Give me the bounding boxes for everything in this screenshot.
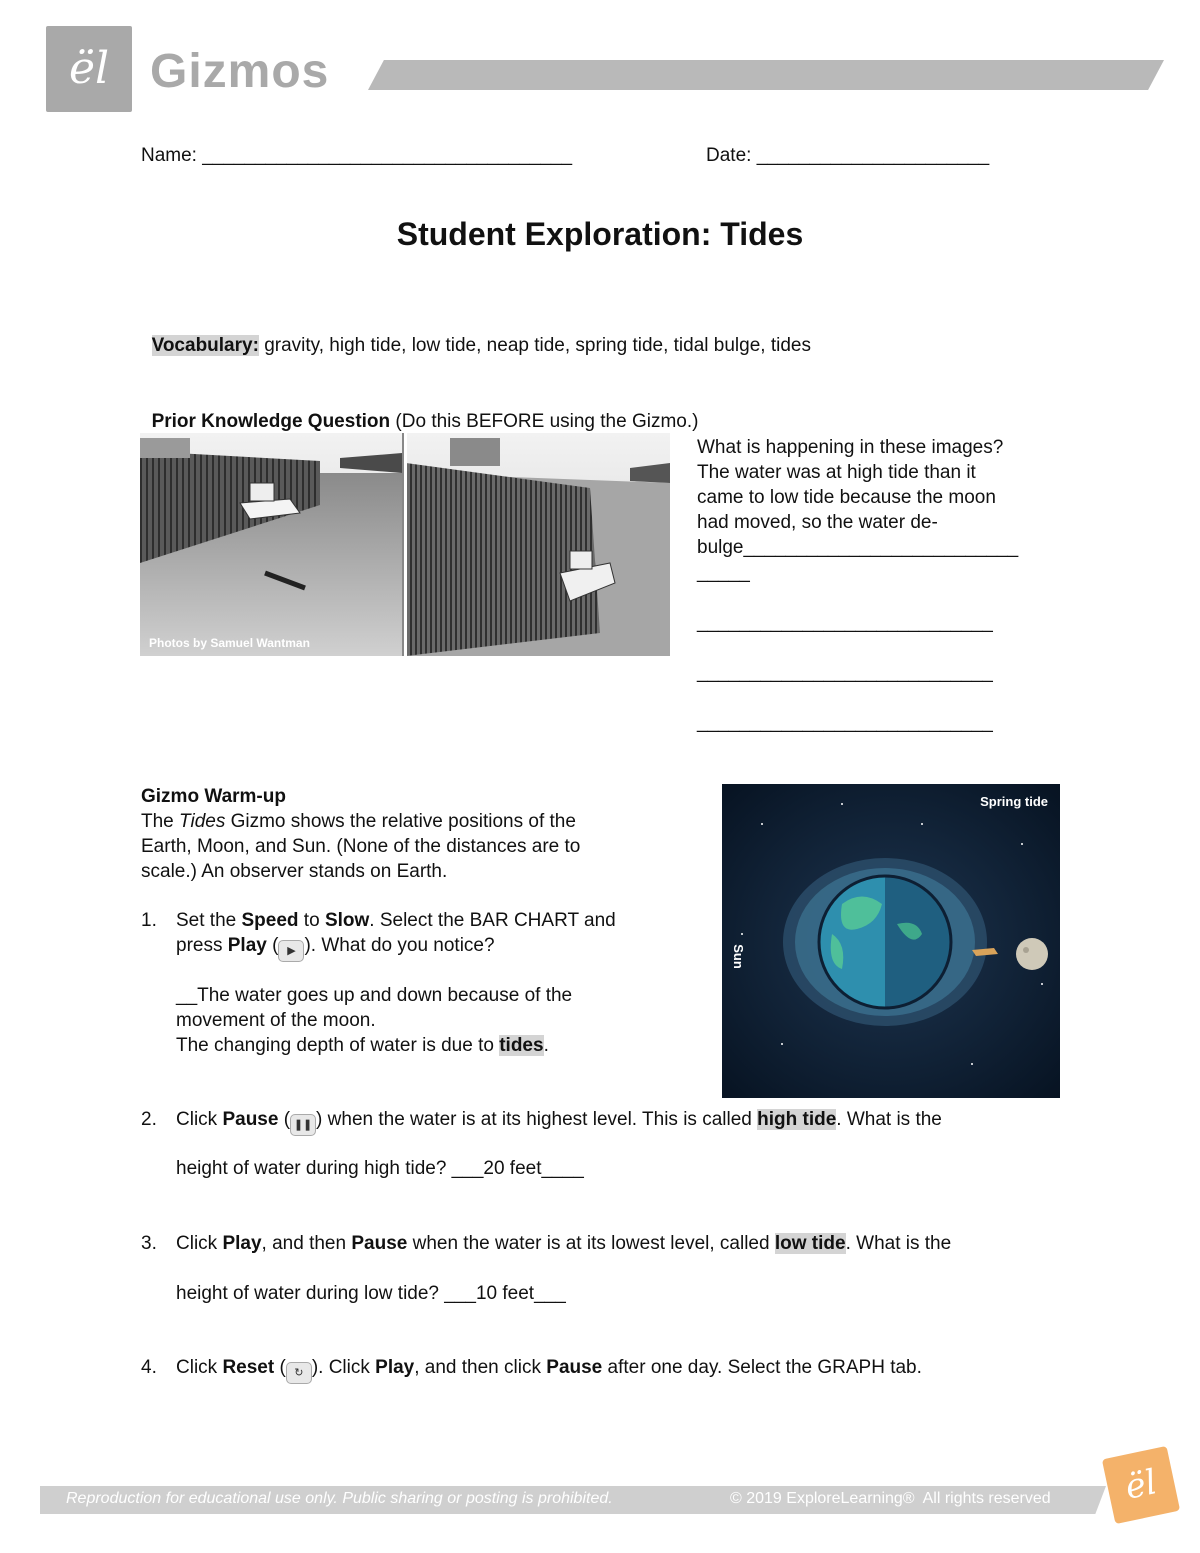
prior-knowledge-heading bbox=[141, 384, 698, 434]
answer-line: ____________________________ bbox=[697, 612, 993, 633]
answer-line bbox=[697, 635, 1018, 660]
reset-term: Reset bbox=[222, 1357, 275, 1378]
q1-text: . bbox=[543, 1035, 549, 1056]
slow-term: Slow bbox=[324, 910, 370, 931]
q4-text: ). Click bbox=[311, 1357, 376, 1378]
brand-name: Gizmos bbox=[150, 45, 330, 98]
warmup-heading: Gizmo Warm-up bbox=[141, 786, 286, 807]
speed-term: Speed bbox=[241, 910, 299, 931]
answer-line: ____________________________ bbox=[697, 712, 993, 733]
gizmo-name: Tides bbox=[179, 811, 226, 832]
q4-text: Click bbox=[176, 1357, 223, 1378]
q3-text: Click bbox=[176, 1233, 223, 1254]
pause-term: Pause bbox=[351, 1233, 408, 1254]
q2-text: ) when the water is at its highest level. This is called bbox=[316, 1109, 758, 1130]
answer-line bbox=[697, 585, 1018, 610]
footer-logo-glyph: ël bbox=[1121, 1462, 1161, 1508]
intro-text: Gizmo shows the relative positions of the bbox=[225, 811, 576, 832]
harbor-photo-illustration bbox=[140, 433, 670, 656]
q4-text: , and then click bbox=[414, 1357, 547, 1378]
answer-line: ____________________________ bbox=[697, 662, 993, 683]
q4-line-1 bbox=[176, 1355, 922, 1384]
q2-number: 2. bbox=[141, 1109, 157, 1130]
play-term: Play bbox=[227, 935, 267, 956]
photo-credit: Photos by Samuel Wantman bbox=[149, 636, 310, 650]
vocabulary-label: Vocabulary: bbox=[151, 335, 259, 356]
q1-text: Set the bbox=[176, 910, 242, 931]
date-field[interactable]: Date: ______________________ bbox=[706, 145, 990, 166]
answer-line: What is happening in these images? bbox=[697, 437, 1004, 458]
pause-term: Pause bbox=[546, 1357, 603, 1378]
reset-icon: ↻ bbox=[286, 1362, 312, 1384]
q2-answer[interactable]: height of water during high tide? ___20 feet____ bbox=[176, 1158, 584, 1179]
header-bar bbox=[368, 60, 1164, 90]
page-title: Student Exploration: Tides bbox=[396, 216, 804, 252]
logo-glyph: ël bbox=[68, 43, 110, 94]
answer-line: bulge__________________________ bbox=[697, 537, 1019, 558]
q4-number: 4. bbox=[141, 1357, 157, 1378]
q1-text: ( bbox=[266, 935, 279, 956]
warmup-intro-2: Earth, Moon, and Sun. (None of the distances are to bbox=[141, 836, 581, 857]
prior-knowledge-label: Prior Knowledge Question bbox=[151, 411, 391, 432]
q1-text: . Select the BAR CHART and bbox=[369, 910, 616, 931]
sun-label: Sun bbox=[730, 944, 746, 969]
high-tide-term: high tide bbox=[757, 1109, 837, 1130]
footer-notice: Reproduction for educational use only. Public sharing or posting is prohibited. bbox=[66, 1490, 613, 1507]
q3-text: , and then bbox=[261, 1233, 352, 1254]
tides-gizmo-screenshot bbox=[722, 784, 1060, 1098]
pause-term: Pause bbox=[222, 1109, 279, 1130]
name-field[interactable]: Name: ___________________________________ bbox=[141, 145, 573, 166]
play-term: Play bbox=[375, 1357, 415, 1378]
answer-line bbox=[697, 685, 1018, 710]
intro-text: The bbox=[141, 811, 180, 832]
play-icon: ▶ bbox=[278, 940, 304, 962]
pause-icon: ❚❚ bbox=[290, 1114, 316, 1136]
prior-knowledge-note: (Do this BEFORE using the Gizmo.) bbox=[390, 411, 699, 432]
tide-photos bbox=[140, 433, 670, 656]
q1-answer-2[interactable]: movement of the moon. bbox=[176, 1010, 376, 1031]
q3-line-1 bbox=[176, 1231, 951, 1256]
tides-term: tides bbox=[499, 1035, 544, 1056]
q1-line-2 bbox=[176, 933, 495, 962]
q4-text: ( bbox=[274, 1357, 286, 1378]
q1-text: press bbox=[176, 935, 228, 956]
warmup-intro-3: scale.) An observer stands on Earth. bbox=[141, 861, 448, 882]
q4-text: after one day. Select the GRAPH tab. bbox=[602, 1357, 922, 1378]
answer-line: came to low tide because the moon bbox=[697, 487, 996, 508]
vocabulary-terms: gravity, high tide, low tide, neap tide, spring tide, tidal bulge, tides bbox=[258, 335, 811, 356]
answer-line: _____ bbox=[697, 562, 750, 583]
q3-text: . What is the bbox=[845, 1233, 952, 1254]
q3-number: 3. bbox=[141, 1233, 157, 1254]
q2-text: . What is the bbox=[836, 1109, 942, 1130]
footer-copyright: © 2019 ExploreLearning® All rights reserved bbox=[730, 1490, 1051, 1507]
q2-text: Click bbox=[176, 1109, 223, 1130]
warmup-intro-1 bbox=[141, 809, 576, 834]
prior-knowledge-answer[interactable] bbox=[697, 435, 1018, 735]
q1-answer-1[interactable]: __The water goes up and down because of the bbox=[176, 985, 573, 1006]
q1-answer-3 bbox=[176, 1033, 549, 1058]
q1-text: ). What do you notice? bbox=[304, 935, 495, 956]
spring-tide-label: Spring tide bbox=[980, 794, 1048, 809]
q1-text: The changing depth of water is due to bbox=[176, 1035, 500, 1056]
explorelearning-logo bbox=[46, 26, 132, 112]
q1-line-1 bbox=[176, 908, 616, 933]
q2-line-1 bbox=[176, 1107, 942, 1136]
vocabulary-line bbox=[141, 308, 811, 358]
low-tide-term: low tide bbox=[774, 1233, 846, 1254]
earth-moon-illustration bbox=[722, 784, 1060, 1098]
play-term: Play bbox=[222, 1233, 262, 1254]
answer-line: The water was at high tide than it bbox=[697, 462, 976, 483]
q3-text: when the water is at its lowest level, called bbox=[407, 1233, 775, 1254]
q3-answer[interactable]: height of water during low tide? ___10 feet___ bbox=[176, 1283, 566, 1304]
footer-logo bbox=[1102, 1446, 1180, 1524]
answer-line: had moved, so the water de- bbox=[697, 512, 938, 533]
q2-text: ( bbox=[278, 1109, 291, 1130]
q1-number: 1. bbox=[141, 910, 157, 931]
q1-text: to bbox=[298, 910, 325, 931]
